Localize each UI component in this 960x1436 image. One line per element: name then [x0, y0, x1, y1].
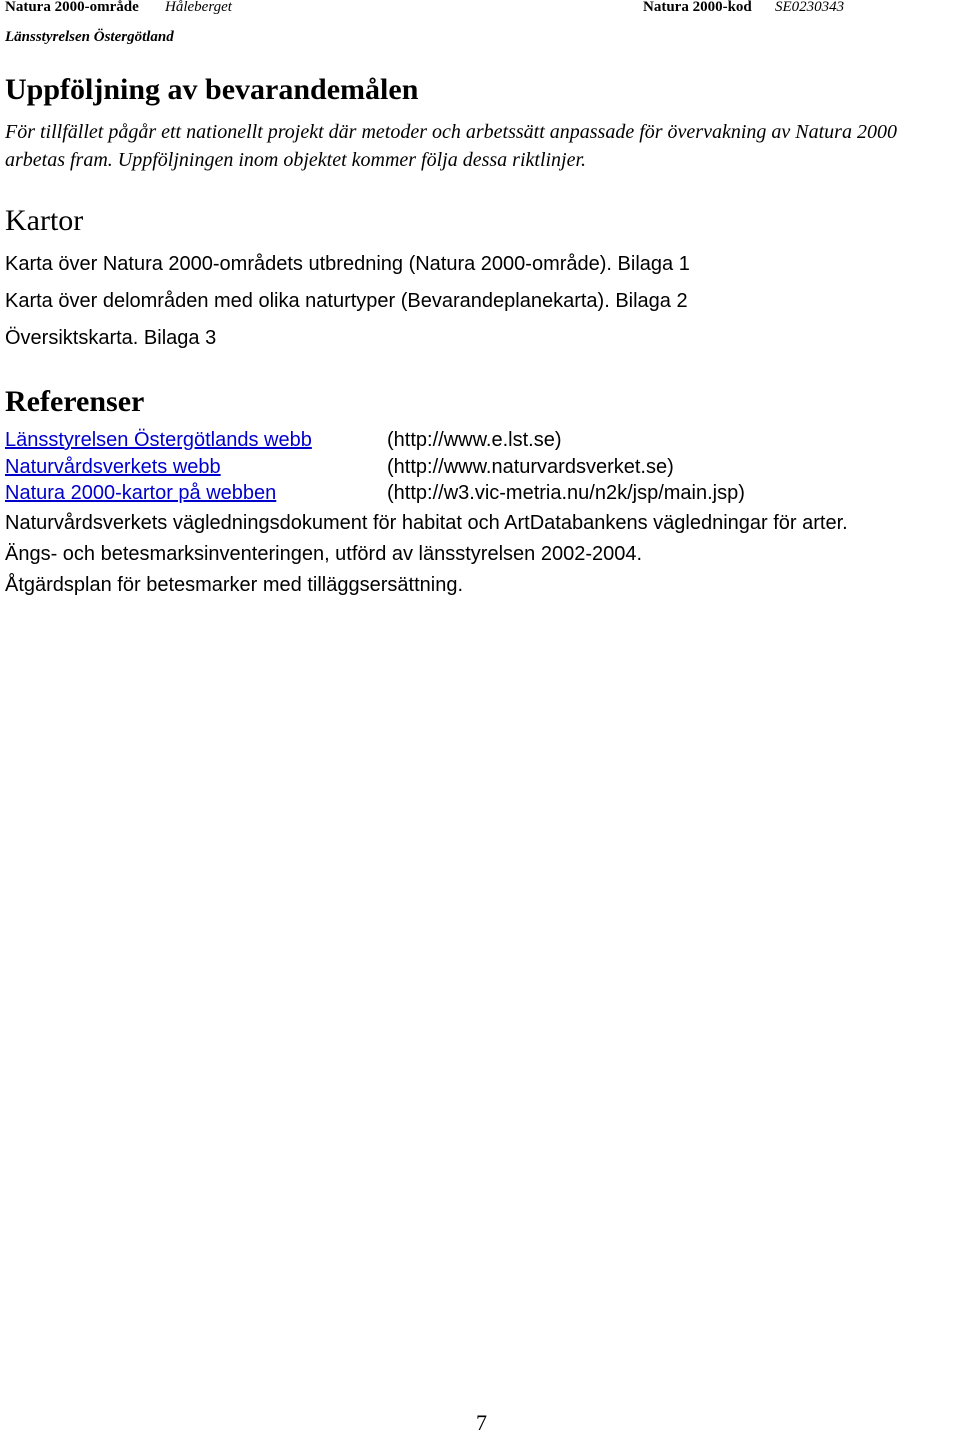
- reference-url-lansstyrelsen: (http://www.e.lst.se): [387, 429, 562, 451]
- header-code-value: SE0230343: [775, 0, 845, 15]
- header-code-label: Natura 2000-kod: [643, 0, 752, 15]
- map-item-1: Karta över Natura 2000-områdets utbredning (Natura 2000-område). Bilaga 1: [5, 253, 690, 275]
- followup-intro: För tillfället pågår ett nationellt projekt där metoder och arbetssätt anpassade för övervakning av Natura 2000 arbetas fram. Uppföljningen inom objektet kommer följa dessa riktlinjer.: [5, 121, 897, 171]
- reference-link-naturvardsverket[interactable]: Naturvårdsverkets webb: [5, 456, 221, 478]
- reference-link-natura-maps[interactable]: Natura 2000-kartor på webben: [5, 482, 277, 504]
- reference-url-naturvardsverket: (http://www.naturvardsverket.se): [387, 456, 674, 478]
- reference-url-natura-maps: (http://w3.vic-metria.nu/n2k/jsp/main.jsp): [387, 482, 745, 504]
- header-area-value: Håleberget: [165, 0, 232, 15]
- maps-title: Kartor: [5, 204, 84, 237]
- header-authority: Länsstyrelsen Östergötland: [5, 29, 174, 45]
- reference-link-lansstyrelsen[interactable]: Länsstyrelsen Östergötlands webb: [5, 429, 312, 451]
- map-item-2: Karta över delområden med olika naturtyper (Bevarandeplanekarta). Bilaga 2: [5, 290, 688, 312]
- followup-title: Uppföljning av bevarandemålen: [5, 73, 419, 106]
- references-title: Referenser: [5, 385, 145, 418]
- reference-text-action-plan: Åtgärdsplan för betesmarker med tilläggsersättning.: [5, 574, 464, 596]
- header-area-label: Natura 2000-område: [5, 0, 139, 15]
- reference-text-inventory: Ängs- och betesmarksinventeringen, utförd av länsstyrelsen 2002-2004.: [5, 543, 643, 565]
- page-number: 7: [476, 1410, 487, 1435]
- map-item-3: Översiktskarta. Bilaga 3: [5, 327, 217, 349]
- reference-text-guidance: Naturvårdsverkets vägledningsdokument för habitat och ArtDatabankens vägledningar för arter.: [5, 512, 848, 534]
